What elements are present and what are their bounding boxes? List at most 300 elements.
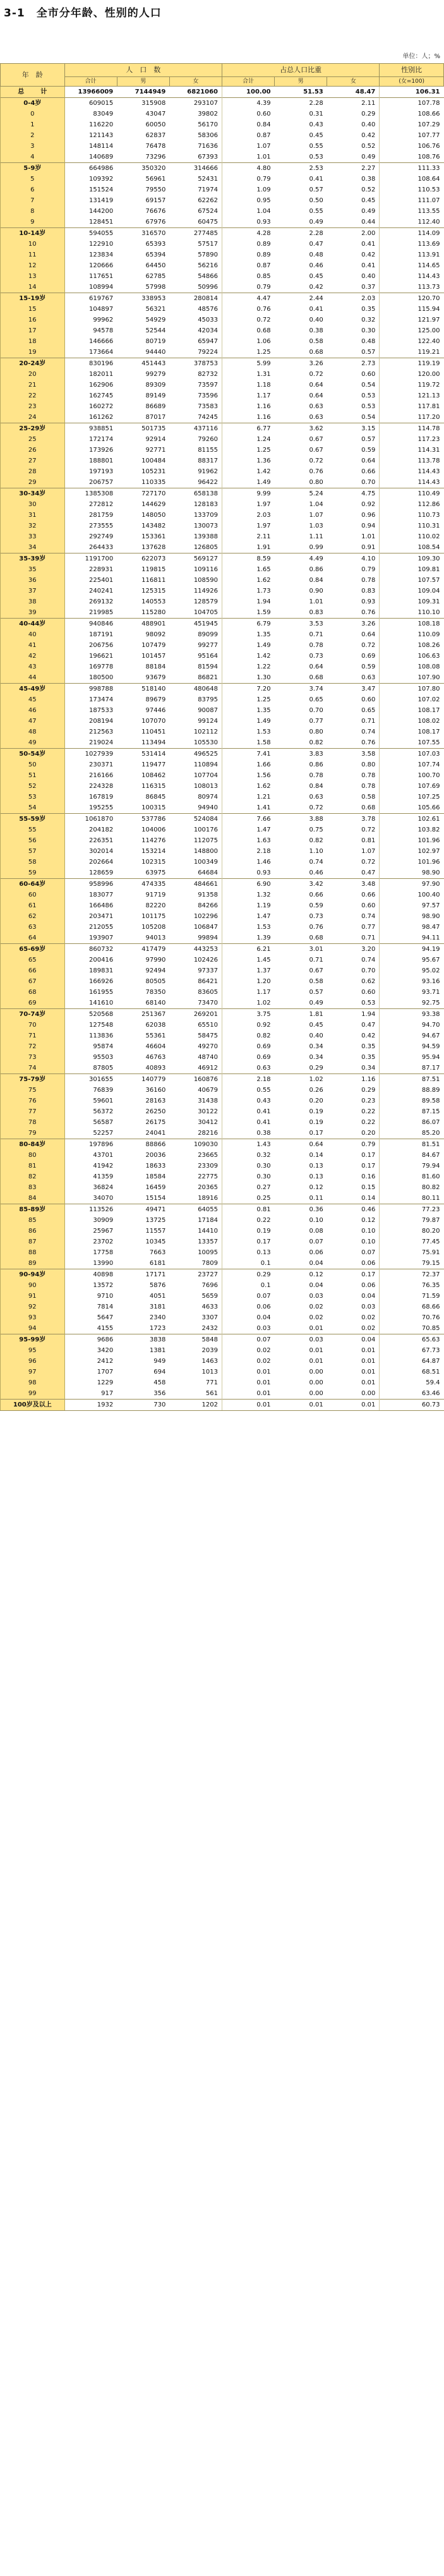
table-row bbox=[1, 1096, 444, 1106]
table-row bbox=[1, 1302, 444, 1312]
pop-female-cell: 56170 bbox=[169, 119, 222, 130]
pop-total-cell: 151524 bbox=[89, 186, 114, 193]
pop-total-cell: 162745 bbox=[89, 392, 114, 399]
prop-female-cell: 0.58 bbox=[327, 792, 380, 802]
pop-female-cell: 112075 bbox=[169, 835, 222, 846]
age-cell: 25-29岁 bbox=[1, 423, 65, 435]
pop-female-cell: 4633 bbox=[169, 1302, 222, 1312]
sex-ratio-cell: 117.81 bbox=[417, 403, 440, 410]
header-pop-male: 男 bbox=[117, 77, 169, 87]
prop-female-cell: 0.02 bbox=[327, 1323, 380, 1334]
prop-total-cell: 0.41 bbox=[256, 1108, 271, 1115]
pop-total-cell: 172174 bbox=[89, 436, 114, 443]
prop-female-cell: 0.40 bbox=[327, 271, 380, 282]
pop-male-cell: 501735 bbox=[117, 423, 169, 435]
pop-female-cell: 569127 bbox=[169, 553, 222, 565]
prop-total-cell: 0.19 bbox=[256, 1228, 271, 1235]
pop-total-cell: 30909 bbox=[93, 1217, 114, 1224]
pop-total-cell: 230371 bbox=[89, 761, 114, 768]
sex-ratio-cell: 101.96 bbox=[417, 859, 440, 866]
pop-total-cell: 998788 bbox=[64, 684, 117, 695]
sex-ratio-cell: 110.09 bbox=[417, 631, 440, 638]
prop-male-cell: 0.73 bbox=[309, 913, 323, 920]
prop-female-cell: 0.72 bbox=[327, 640, 380, 651]
table-row bbox=[1, 1345, 444, 1356]
pop-male-cell: 110335 bbox=[141, 479, 166, 486]
sex-ratio-cell: 98.90 bbox=[421, 913, 440, 920]
table-row bbox=[1, 1052, 444, 1063]
age-cell: 25 bbox=[1, 434, 65, 445]
prop-male-cell: 0.58 bbox=[309, 338, 323, 345]
pop-male-cell: 338953 bbox=[117, 293, 169, 305]
prop-female-cell: 0.35 bbox=[327, 304, 380, 315]
prop-male-cell: 0.83 bbox=[309, 609, 323, 616]
pop-female-cell: 83605 bbox=[169, 987, 222, 998]
pop-total-cell: 1932 bbox=[64, 1400, 117, 1411]
prop-female-cell: 3.26 bbox=[327, 619, 380, 630]
pop-total-cell: 59601 bbox=[93, 1098, 114, 1104]
age-cell: 56 bbox=[1, 835, 65, 846]
pop-male-cell: 7663 bbox=[149, 1249, 166, 1256]
header-row-2 bbox=[1, 77, 444, 87]
pop-female-cell: 52431 bbox=[169, 174, 222, 184]
table-row-group bbox=[1, 1269, 444, 1281]
age-cell: 1 bbox=[1, 119, 65, 130]
prop-total-cell: 1.06 bbox=[256, 338, 271, 345]
age-cell: 67 bbox=[1, 976, 65, 987]
pop-total-cell: 36824 bbox=[93, 1184, 114, 1191]
table-row-group bbox=[1, 293, 444, 305]
table-row bbox=[1, 380, 444, 390]
pop-male-cell: 80719 bbox=[145, 338, 166, 345]
sex-ratio-cell: 113.69 bbox=[417, 241, 440, 248]
table-row-group bbox=[1, 98, 444, 109]
prop-total-cell: 0.55 bbox=[256, 1087, 271, 1094]
pop-female-cell: 6821060 bbox=[169, 87, 222, 98]
prop-female-cell: 0.78 bbox=[327, 781, 380, 792]
age-cell: 3 bbox=[1, 141, 65, 152]
prop-male-cell: 0.03 bbox=[275, 1334, 327, 1346]
pop-male-cell: 87017 bbox=[145, 414, 166, 421]
prop-total-cell: 9.99 bbox=[222, 488, 275, 500]
pop-male-cell: 46604 bbox=[145, 1043, 166, 1050]
sex-ratio-cell: 70.85 bbox=[421, 1325, 440, 1332]
pop-total-cell: 76839 bbox=[93, 1087, 114, 1094]
age-cell: 48 bbox=[1, 727, 65, 737]
prop-female-cell: 0.23 bbox=[327, 1096, 380, 1106]
prop-female-cell: 0.07 bbox=[327, 1247, 380, 1258]
pop-total-cell: 609015 bbox=[64, 98, 117, 109]
sex-ratio-cell: 120.00 bbox=[417, 371, 440, 378]
prop-female-cell: 0.68 bbox=[327, 802, 380, 814]
pop-male-cell: 73296 bbox=[145, 154, 166, 160]
prop-male-cell: 2.53 bbox=[275, 163, 327, 174]
table-row bbox=[1, 1150, 444, 1161]
sex-ratio-cell: 88.89 bbox=[421, 1087, 440, 1094]
pop-female-cell: 102296 bbox=[169, 911, 222, 922]
table-row-group bbox=[1, 1400, 444, 1411]
table-row bbox=[1, 781, 444, 792]
age-cell: 92 bbox=[1, 1302, 65, 1312]
prop-total-cell: 0.63 bbox=[256, 1065, 271, 1072]
prop-male-cell: 0.31 bbox=[309, 111, 323, 118]
prop-male-cell: 0.71 bbox=[309, 631, 323, 638]
pop-total-cell: 301655 bbox=[64, 1074, 117, 1085]
pop-male-cell: 89149 bbox=[145, 392, 166, 399]
table-row-group bbox=[1, 814, 444, 825]
pop-total-cell: 144200 bbox=[89, 208, 114, 215]
table-row bbox=[1, 152, 444, 163]
prop-female-cell: 4.10 bbox=[327, 553, 380, 565]
pop-female-cell: 73597 bbox=[169, 380, 222, 390]
prop-male-cell: 0.38 bbox=[309, 327, 323, 334]
pop-total-cell: 7814 bbox=[97, 1303, 114, 1310]
prop-male-cell: 3.01 bbox=[275, 944, 327, 955]
sex-ratio-cell: 111.33 bbox=[380, 163, 444, 174]
pop-male-cell: 107070 bbox=[141, 718, 166, 725]
prop-total-cell: 0.85 bbox=[256, 273, 271, 280]
pop-female-cell: 57517 bbox=[169, 239, 222, 250]
pop-female-cell: 49270 bbox=[169, 1041, 222, 1052]
prop-male-cell: 0.82 bbox=[309, 837, 323, 844]
pop-female-cell: 71636 bbox=[169, 141, 222, 152]
pop-female-cell: 58306 bbox=[169, 130, 222, 141]
prop-male-cell: 0.86 bbox=[309, 566, 323, 573]
prop-male-cell: 0.67 bbox=[309, 436, 323, 443]
table-row bbox=[1, 998, 444, 1009]
prop-female-cell: 0.01 bbox=[327, 1367, 380, 1377]
prop-female-cell: 0.72 bbox=[327, 825, 380, 835]
age-cell: 20-24岁 bbox=[1, 358, 65, 370]
header-proportion: 占总人口比重 bbox=[222, 64, 380, 77]
table-row bbox=[1, 965, 444, 976]
prop-female-cell: 0.17 bbox=[327, 1269, 380, 1281]
age-cell: 99 bbox=[1, 1388, 65, 1400]
pop-total-cell: 228931 bbox=[89, 566, 114, 573]
pop-male-cell: 93679 bbox=[145, 674, 166, 681]
age-cell: 总 计 bbox=[1, 87, 65, 98]
pop-male-cell: 350320 bbox=[117, 163, 169, 174]
table-row bbox=[1, 586, 444, 596]
prop-female-cell: 0.35 bbox=[327, 1052, 380, 1063]
pop-male-cell: 7144949 bbox=[117, 87, 169, 98]
age-cell: 91 bbox=[1, 1291, 65, 1302]
pop-female-cell: 28216 bbox=[169, 1128, 222, 1139]
header-population: 人 口 数 bbox=[64, 64, 222, 77]
pop-total-cell: 272812 bbox=[89, 501, 114, 508]
pop-total-cell: 87805 bbox=[93, 1065, 114, 1072]
age-cell: 83 bbox=[1, 1182, 65, 1193]
age-cell: 80-84岁 bbox=[1, 1139, 65, 1151]
header-prop-total: 合计 bbox=[222, 77, 275, 87]
prop-total-cell: 1.09 bbox=[256, 186, 271, 193]
pop-total-cell: 196621 bbox=[89, 653, 114, 660]
sex-ratio-cell: 119.21 bbox=[417, 349, 440, 356]
prop-male-cell: 0.68 bbox=[309, 349, 323, 356]
prop-male-cell: 0.45 bbox=[309, 132, 323, 139]
age-cell: 36 bbox=[1, 575, 65, 586]
header-prop-male: 男 bbox=[275, 77, 327, 87]
prop-female-cell: 0.00 bbox=[327, 1388, 380, 1400]
pop-total-cell: 128451 bbox=[89, 219, 114, 226]
age-cell: 37 bbox=[1, 586, 65, 596]
age-cell: 95 bbox=[1, 1345, 65, 1356]
sex-ratio-cell: 79.15 bbox=[421, 1260, 440, 1267]
pop-male-cell: 92914 bbox=[145, 436, 166, 443]
age-cell: 54 bbox=[1, 802, 65, 814]
prop-total-cell: 1.94 bbox=[256, 598, 271, 605]
prop-female-cell: 0.80 bbox=[327, 759, 380, 770]
pop-male-cell: 119815 bbox=[141, 566, 166, 573]
prop-male-cell: 0.86 bbox=[309, 761, 323, 768]
sex-ratio-cell: 107.29 bbox=[417, 121, 440, 128]
prop-total-cell: 0.1 bbox=[260, 1282, 271, 1289]
prop-total-cell: 0.30 bbox=[256, 1163, 271, 1170]
pop-female-cell: 1202 bbox=[169, 1400, 222, 1411]
pop-male-cell: 101175 bbox=[141, 913, 166, 920]
sex-ratio-cell: 107.02 bbox=[417, 696, 440, 703]
pop-total-cell: 43701 bbox=[93, 1152, 114, 1159]
pop-total-cell: 860732 bbox=[64, 944, 117, 955]
age-cell: 18 bbox=[1, 336, 65, 347]
pop-female-cell: 160876 bbox=[169, 1074, 222, 1085]
pop-female-cell: 89099 bbox=[169, 629, 222, 640]
prop-female-cell: 0.20 bbox=[327, 1128, 380, 1139]
header-sex-ratio: 性别比 bbox=[380, 64, 444, 77]
pop-female-cell: 39802 bbox=[169, 109, 222, 119]
table-row-group bbox=[1, 1009, 444, 1020]
pop-female-cell: 5848 bbox=[169, 1334, 222, 1346]
prop-male-cell: 0.19 bbox=[309, 1119, 323, 1126]
prop-total-cell: 1.46 bbox=[256, 859, 271, 866]
prop-male-cell: 0.03 bbox=[309, 1293, 323, 1300]
pop-female-cell: 496525 bbox=[169, 749, 222, 760]
prop-female-cell: 0.77 bbox=[327, 922, 380, 933]
age-cell: 74 bbox=[1, 1063, 65, 1074]
prop-male-cell: 0.80 bbox=[309, 479, 323, 486]
table-row bbox=[1, 445, 444, 456]
prop-male-cell: 0.50 bbox=[309, 197, 323, 204]
age-cell: 72 bbox=[1, 1041, 65, 1052]
sex-ratio-cell: 107.03 bbox=[380, 749, 444, 760]
prop-female-cell: 0.76 bbox=[327, 607, 380, 619]
pop-female-cell: 95164 bbox=[169, 651, 222, 662]
age-cell: 5 bbox=[1, 174, 65, 184]
sex-ratio-cell: 100.70 bbox=[417, 772, 440, 779]
age-cell: 57 bbox=[1, 846, 65, 857]
prop-total-cell: 0.1 bbox=[260, 1260, 271, 1267]
age-cell: 2 bbox=[1, 130, 65, 141]
prop-male-cell: 0.45 bbox=[309, 1022, 323, 1029]
pop-female-cell: 82732 bbox=[169, 369, 222, 380]
prop-male-cell: 0.90 bbox=[309, 588, 323, 595]
prop-total-cell: 0.01 bbox=[222, 1400, 275, 1411]
prop-female-cell: 0.71 bbox=[327, 933, 380, 944]
prop-female-cell: 0.52 bbox=[327, 141, 380, 152]
sex-ratio-cell: 102.61 bbox=[380, 814, 444, 825]
sex-ratio-cell: 59.4 bbox=[426, 1379, 440, 1386]
age-cell: 86 bbox=[1, 1226, 65, 1237]
pop-total-cell: 146666 bbox=[89, 338, 114, 345]
prop-male-cell: 0.02 bbox=[309, 1314, 323, 1321]
sex-ratio-cell: 80.82 bbox=[421, 1184, 440, 1191]
pop-female-cell: 99894 bbox=[169, 933, 222, 944]
sex-ratio-cell: 107.57 bbox=[417, 577, 440, 584]
table-row bbox=[1, 596, 444, 607]
prop-female-cell: 0.37 bbox=[327, 282, 380, 293]
pop-female-cell: 57890 bbox=[169, 250, 222, 260]
pop-female-cell: 73596 bbox=[169, 390, 222, 401]
pop-total-cell: 117651 bbox=[89, 273, 114, 280]
pop-male-cell: 43047 bbox=[145, 111, 166, 118]
sex-ratio-cell: 86.07 bbox=[421, 1119, 440, 1126]
prop-female-cell: 0.22 bbox=[327, 1106, 380, 1117]
prop-female-cell: 2.73 bbox=[327, 358, 380, 370]
pop-male-cell: 104006 bbox=[141, 826, 166, 833]
pop-total-cell: 56372 bbox=[93, 1108, 114, 1115]
prop-female-cell: 0.74 bbox=[327, 955, 380, 965]
table-row-group bbox=[1, 1334, 444, 1346]
prop-male-cell: 51.53 bbox=[275, 87, 327, 98]
pop-female-cell: 14410 bbox=[169, 1226, 222, 1237]
pop-male-cell: 537786 bbox=[117, 814, 169, 825]
age-cell: 35 bbox=[1, 564, 65, 575]
prop-female-cell: 0.15 bbox=[327, 1182, 380, 1193]
prop-female-cell: 0.64 bbox=[327, 456, 380, 466]
sex-ratio-cell: 113.55 bbox=[417, 208, 440, 215]
pop-female-cell: 1013 bbox=[169, 1367, 222, 1377]
pop-total-cell: 140689 bbox=[89, 154, 114, 160]
pop-female-cell: 54866 bbox=[169, 271, 222, 282]
pop-total-cell: 204182 bbox=[89, 826, 114, 833]
table-row bbox=[1, 802, 444, 814]
prop-male-cell: 0.40 bbox=[309, 317, 323, 324]
pop-female-cell: 71974 bbox=[169, 184, 222, 195]
prop-total-cell: 1.17 bbox=[256, 989, 271, 996]
prop-female-cell: 0.57 bbox=[327, 434, 380, 445]
age-cell: 0 bbox=[1, 109, 65, 119]
age-cell: 50 bbox=[1, 759, 65, 770]
prop-male-cell: 0.45 bbox=[309, 273, 323, 280]
pop-total-cell: 13572 bbox=[93, 1282, 114, 1289]
prop-female-cell: 0.48 bbox=[327, 336, 380, 347]
pop-female-cell: 86821 bbox=[169, 672, 222, 684]
prop-total-cell: 0.32 bbox=[256, 1152, 271, 1159]
table-row bbox=[1, 531, 444, 542]
table-row bbox=[1, 694, 444, 705]
pop-male-cell: 62837 bbox=[145, 132, 166, 139]
prop-total-cell: 7.20 bbox=[222, 684, 275, 695]
sex-ratio-cell: 98.90 bbox=[421, 869, 440, 876]
table-row bbox=[1, 900, 444, 911]
prop-male-cell: 0.13 bbox=[309, 1163, 323, 1170]
prop-female-cell: 0.93 bbox=[327, 596, 380, 607]
pop-total-cell: 99962 bbox=[93, 317, 114, 324]
header-row-1 bbox=[1, 64, 444, 77]
prop-female-cell: 0.30 bbox=[327, 325, 380, 336]
sex-ratio-cell: 114.78 bbox=[380, 423, 444, 435]
pop-male-cell: 694 bbox=[153, 1369, 166, 1376]
prop-total-cell: 2.18 bbox=[256, 848, 271, 855]
prop-male-cell: 1.07 bbox=[309, 512, 323, 519]
pop-female-cell: 23727 bbox=[169, 1269, 222, 1281]
prop-male-cell: 0.70 bbox=[309, 707, 323, 714]
sex-ratio-cell: 106.63 bbox=[417, 653, 440, 660]
prop-female-cell: 0.17 bbox=[327, 1161, 380, 1171]
age-cell: 5-9岁 bbox=[1, 163, 65, 174]
pop-female-cell: 81155 bbox=[169, 445, 222, 456]
table-row bbox=[1, 542, 444, 553]
sex-ratio-cell: 108.54 bbox=[417, 544, 440, 551]
age-cell: 71 bbox=[1, 1031, 65, 1041]
prop-total-cell: 0.68 bbox=[256, 327, 271, 334]
pop-female-cell: 658138 bbox=[169, 488, 222, 500]
age-cell: 85-89岁 bbox=[1, 1204, 65, 1216]
table-row-group bbox=[1, 1074, 444, 1085]
prop-total-cell: 1.20 bbox=[256, 978, 271, 985]
table-row bbox=[1, 575, 444, 586]
prop-male-cell: 3.42 bbox=[275, 879, 327, 890]
pop-female-cell: 20365 bbox=[169, 1182, 222, 1193]
prop-male-cell: 0.02 bbox=[309, 1303, 323, 1310]
sex-ratio-cell: 109.30 bbox=[380, 553, 444, 565]
prop-male-cell: 0.00 bbox=[309, 1390, 323, 1397]
prop-female-cell: 0.01 bbox=[327, 1345, 380, 1356]
age-cell: 69 bbox=[1, 998, 65, 1009]
sex-ratio-cell: 67.73 bbox=[421, 1347, 440, 1354]
pop-total-cell: 182011 bbox=[89, 371, 114, 378]
pop-male-cell: 67976 bbox=[145, 219, 166, 226]
table-row bbox=[1, 369, 444, 380]
prop-male-cell: 0.71 bbox=[309, 957, 323, 964]
prop-male-cell: 0.12 bbox=[309, 1184, 323, 1191]
pop-male-cell: 108462 bbox=[141, 772, 166, 779]
prop-total-cell: 1.25 bbox=[256, 349, 271, 356]
table-body bbox=[1, 87, 444, 1411]
sex-ratio-cell: 79.87 bbox=[421, 1217, 440, 1224]
population-table-container bbox=[0, 63, 444, 1411]
pop-male-cell: 113494 bbox=[141, 739, 166, 746]
pop-female-cell: 13357 bbox=[169, 1237, 222, 1247]
pop-female-cell: 50996 bbox=[169, 282, 222, 293]
pop-male-cell: 114276 bbox=[141, 837, 166, 844]
prop-male-cell: 0.29 bbox=[309, 1065, 323, 1072]
sex-ratio-cell: 94.70 bbox=[421, 1022, 440, 1029]
prop-total-cell: 0.79 bbox=[256, 176, 271, 183]
pop-male-cell: 76478 bbox=[145, 143, 166, 150]
age-cell: 90-94岁 bbox=[1, 1269, 65, 1281]
age-cell: 43 bbox=[1, 662, 65, 672]
age-cell: 55-59岁 bbox=[1, 814, 65, 825]
pop-total-cell: 166926 bbox=[89, 978, 114, 985]
pop-total-cell: 56587 bbox=[93, 1119, 114, 1126]
pop-total-cell: 940846 bbox=[64, 619, 117, 630]
prop-total-cell: 1.97 bbox=[256, 523, 271, 529]
pop-total-cell: 1027939 bbox=[64, 749, 117, 760]
prop-female-cell: 0.79 bbox=[327, 564, 380, 575]
sex-ratio-cell: 84.67 bbox=[421, 1152, 440, 1159]
sex-ratio-cell: 122.40 bbox=[417, 338, 440, 345]
pop-total-cell: 108994 bbox=[89, 284, 114, 291]
table-row bbox=[1, 835, 444, 846]
age-cell: 64 bbox=[1, 933, 65, 944]
pop-female-cell: 94940 bbox=[169, 802, 222, 814]
prop-female-cell: 0.49 bbox=[327, 206, 380, 217]
pop-female-cell: 437116 bbox=[169, 423, 222, 435]
pop-male-cell: 82220 bbox=[145, 902, 166, 909]
sex-ratio-cell: 110.73 bbox=[417, 512, 440, 519]
table-row bbox=[1, 640, 444, 651]
